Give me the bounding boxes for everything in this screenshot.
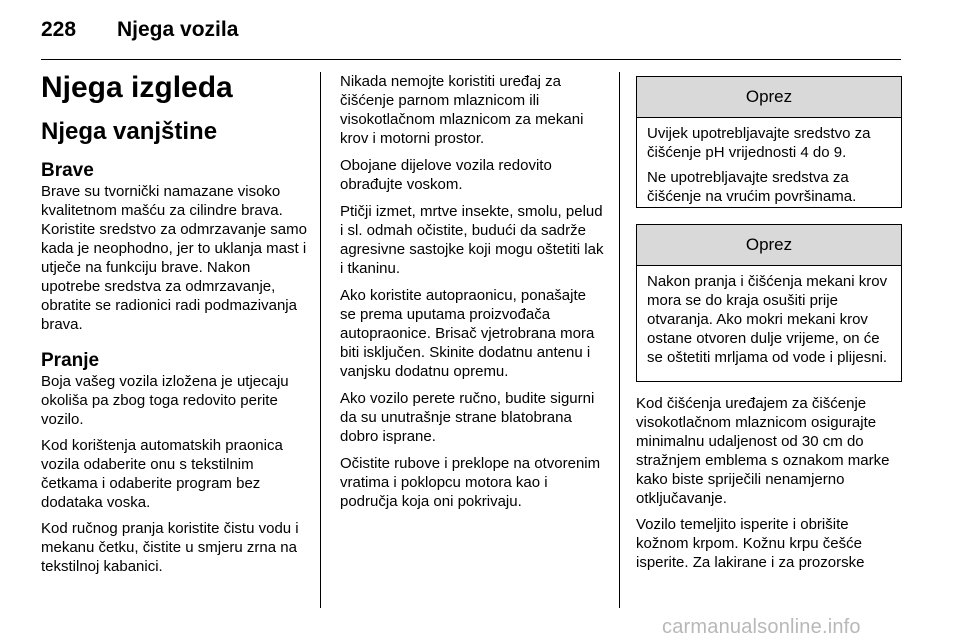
paragraph-pranje-3: Kod ručnog pranja koristite čistu vodu i mekanu četku, čistite u smjeru zrna na tekstilnoj kabanici. (41, 520, 299, 575)
column-3 (636, 394, 901, 579)
caution-box-1-text-1: Uvijek upotrebljavajte sredstvo za čišćenje pH vrijednosti 4 do 9. (647, 125, 871, 161)
caution-box-2-text-1: Nakon pranja i čišćenja mekani krov mora se do kraja osušiti prije otvaranja. Ako mokri mekani krov ostane otvoren dulje vrijeme, on će se oštetiti mrljama od vode i plijesni. (647, 273, 888, 366)
header-rule (41, 59, 901, 60)
caution-box-2 (636, 224, 902, 382)
caution-box-2-label: Oprez (637, 225, 901, 266)
paragraph-col3-1: Kod čišćenja uređajem za čišćenje visokotlačnom mlaznicom osigurajte minimalnu udaljenost od 30 cm do stražnjem emblema s oznakom marke kako biste spriječili nenamjerno otključavanje. (636, 395, 890, 507)
chapter-title: Njega vozila (117, 18, 239, 41)
column-2 (340, 72, 605, 519)
section-title: Njega izgleda (41, 71, 233, 104)
heading-pranje: Pranje (41, 350, 100, 371)
paragraph-col2-4: Ako koristite autopraonicu, ponašajte se prema uputama proizvođača autopraonice. Brisač vjetrobrana mora biti isključen. Skinite dodatnu antenu i vanjsku dodatnu opremu. (340, 287, 595, 380)
heading-brave: Brave (41, 160, 94, 181)
paragraph-pranje-2: Kod korištenja automatskih praonica vozila odaberite onu s tekstilnim četkama i odaberite program bez dodataka voska. (41, 437, 283, 511)
caution-box-1-label: Oprez (637, 77, 901, 118)
paragraph-col2-5: Ako vozilo perete ručno, budite sigurni da su unutrašnje strane blatobrana dobro isprane. (340, 390, 595, 445)
column-1 (41, 72, 309, 583)
watermark: carmanualsonline.info (662, 616, 861, 638)
paragraph-brave: Brave su tvornički namazane visoko kvalitetnom mašću za cilindre brava. Koristite sredstvo za odmrzavanje samo kada je neophodno, jer to uklanja mast i utječe na funkciju brave. Nakon upotrebe sredstva za odmrzavanje, obratite se radionici radi podmazivanja brava. (41, 183, 307, 333)
column-divider-1 (320, 72, 321, 608)
caution-box-1-text-2: Ne upotrebljavajte sredstva za čišćenje na vrućim površinama. (647, 169, 857, 205)
paragraph-col3-2: Vozilo temeljito isperite i obrišite kožnom krpom. Kožnu krpu češće isperite. Za lakirane i za prozorske (636, 516, 865, 571)
column-divider-2 (619, 72, 620, 608)
paragraph-col2-1: Nikada nemojte koristiti uređaj za čišćenje parnom mlaznicom ili visokotlačnom mlaznicom za mekani krov i motorni prostor. (340, 73, 584, 147)
paragraph-col2-2: Obojane dijelove vozila redovito obrađujte voskom. (340, 157, 552, 193)
paragraph-pranje-1: Boja vašeg vozila izložena je utjecaju okoliša pa zbog toga redovito perite vozilo. (41, 373, 289, 428)
page-number: 228 (41, 18, 77, 41)
paragraph-col2-3: Ptičji izmet, mrtve insekte, smolu, pelud i sl. odmah očistite, budući da sadrže agresivne sastojke koji mogu oštetiti lak i tkaninu. (340, 203, 604, 277)
paragraph-col2-6: Očistite rubove i preklope na otvorenim vratima i poklopcu motora kao i područja koja oni pokrivaju. (340, 455, 601, 510)
caution-box-1 (636, 76, 902, 208)
section-subtitle: Njega vanjštine (41, 118, 218, 145)
